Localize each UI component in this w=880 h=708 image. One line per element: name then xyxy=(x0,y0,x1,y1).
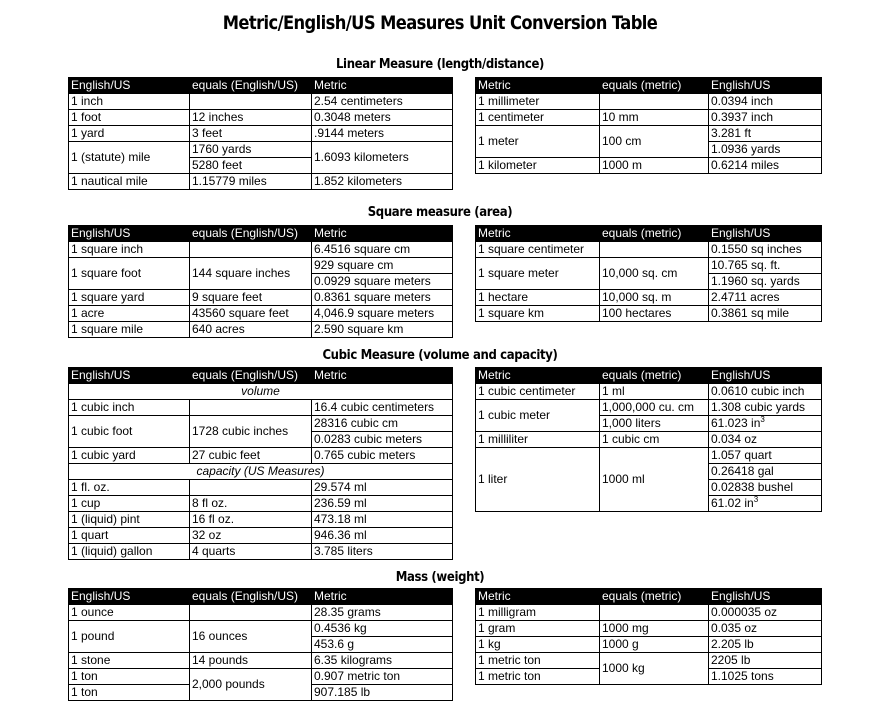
header-equals-english: equals (English/US) xyxy=(190,226,312,242)
cell: 1 square centimeter xyxy=(476,242,600,258)
cell: 10 mm xyxy=(600,110,709,126)
cell: 1 (liquid) gallon xyxy=(69,544,190,560)
table-row xyxy=(476,653,822,669)
capacity-subheader: capacity (US Measures) xyxy=(69,464,453,480)
table-row xyxy=(69,544,453,560)
table-row xyxy=(69,174,453,190)
cell: 1000 g xyxy=(600,637,709,653)
cell: 16.4 cubic centimeters xyxy=(312,400,453,416)
cell: 29.574 ml xyxy=(312,480,453,496)
cell: 1.1960 sq. yards xyxy=(709,274,822,290)
superscript-3: 3 xyxy=(753,495,759,504)
table-row xyxy=(69,448,453,464)
cell xyxy=(190,94,312,110)
table-row xyxy=(476,384,822,400)
mass-section-title: Mass (weight) xyxy=(395,570,485,585)
cell: 14 pounds xyxy=(190,653,312,669)
square-metric-table xyxy=(475,225,822,322)
table-header-row xyxy=(476,78,822,94)
cell: 1 foot xyxy=(69,110,190,126)
cell: 4,046.9 square meters xyxy=(312,306,453,322)
cubic-section-title: Cubic Measure (volume and capacity) xyxy=(322,348,558,363)
header-equals-english: equals (English/US) xyxy=(190,368,312,384)
cell: 27 cubic feet xyxy=(190,448,312,464)
cell: 1 cubic foot xyxy=(69,416,190,448)
table-row xyxy=(476,158,822,174)
cell: 1.852 kilometers xyxy=(312,174,453,190)
cell: 16 fl oz. xyxy=(190,512,312,528)
cubic-inches-value: 61.02 in xyxy=(711,496,754,510)
table-row xyxy=(69,400,453,416)
cell: 1 quart xyxy=(69,528,190,544)
cell: 1 (statute) mile xyxy=(69,142,190,174)
cell: 8 fl oz. xyxy=(190,496,312,512)
cell: 1 hectare xyxy=(476,290,600,306)
cell: 4 quarts xyxy=(190,544,312,560)
header-metric: Metric xyxy=(312,226,453,242)
cell xyxy=(600,605,709,621)
cell: 236.59 ml xyxy=(312,496,453,512)
cell: 946.36 ml xyxy=(312,528,453,544)
cell: 907.185 lb xyxy=(312,685,453,701)
header-equals-metric: equals (metric) xyxy=(600,368,709,384)
cell: 0.0929 square meters xyxy=(312,274,453,290)
volume-subheader: volume xyxy=(69,384,453,400)
table-header-row xyxy=(69,589,453,605)
cell: 2.54 centimeters xyxy=(312,94,453,110)
cell: 1.308 cubic yards xyxy=(709,400,822,416)
header-english: English/US xyxy=(709,78,822,94)
table-row xyxy=(69,653,453,669)
cell: 1 cubic inch xyxy=(69,400,190,416)
header-equals-metric: equals (metric) xyxy=(600,226,709,242)
cell: 12 inches xyxy=(190,110,312,126)
cell: 1728 cubic inches xyxy=(190,416,312,448)
cell: 0.26418 gal xyxy=(709,464,822,480)
cell: 1 kg xyxy=(476,637,600,653)
table-row xyxy=(69,290,453,306)
table-header-row xyxy=(476,589,822,605)
header-metric: Metric xyxy=(476,226,600,242)
header-english: English/US xyxy=(69,589,190,605)
cell: 0.034 oz xyxy=(709,432,822,448)
table-row xyxy=(69,322,453,338)
subheader-row xyxy=(69,464,453,480)
cell: 28.35 grams xyxy=(312,605,453,621)
cell: 1 millimeter xyxy=(476,94,600,110)
cell: 43560 square feet xyxy=(190,306,312,322)
table-row xyxy=(476,110,822,126)
cell xyxy=(190,480,312,496)
cell: 1,000,000 cu. cm xyxy=(600,400,709,416)
cell: 1 cubic centimeter xyxy=(476,384,600,400)
cell: 1.1025 tons xyxy=(709,669,822,685)
table-row xyxy=(476,258,822,274)
cell: 929 square cm xyxy=(312,258,453,274)
cell: 10,000 sq. cm xyxy=(600,258,709,290)
cell: 1 square inch xyxy=(69,242,190,258)
cell: 0.6214 miles xyxy=(709,158,822,174)
cell: 1 cubic cm xyxy=(600,432,709,448)
cell: 1 yard xyxy=(69,126,190,142)
cell: 1 ml xyxy=(600,384,709,400)
cell: 2.4711 acres xyxy=(709,290,822,306)
cell: .9144 meters xyxy=(312,126,453,142)
cell: 0.02838 bushel xyxy=(709,480,822,496)
cell: 1 ton xyxy=(69,685,190,701)
header-metric: Metric xyxy=(312,368,453,384)
header-metric: Metric xyxy=(312,78,453,94)
table-row xyxy=(69,242,453,258)
cell: 1 liter xyxy=(476,448,600,512)
table-row xyxy=(69,258,453,274)
cell: 1.057 quart xyxy=(709,448,822,464)
cell: 0.000035 oz xyxy=(709,605,822,621)
table-row xyxy=(476,126,822,142)
cell: 1 inch xyxy=(69,94,190,110)
cell: 1 square mile xyxy=(69,322,190,338)
table-row xyxy=(476,242,822,258)
cell xyxy=(190,242,312,258)
cell: 1000 m xyxy=(600,158,709,174)
table-row xyxy=(69,306,453,322)
cell: 0.3937 inch xyxy=(709,110,822,126)
cell: 0.0394 inch xyxy=(709,94,822,110)
table-row xyxy=(476,637,822,653)
cell: 1 metric ton xyxy=(476,669,600,685)
linear-english-table xyxy=(68,77,453,190)
cell: 5280 feet xyxy=(190,158,312,174)
cell: 1000 mg xyxy=(600,621,709,637)
cell: 1 square foot xyxy=(69,258,190,290)
cell: 1 fl. oz. xyxy=(69,480,190,496)
header-english: English/US xyxy=(709,226,822,242)
header-metric: Metric xyxy=(312,589,453,605)
cell: 1760 yards xyxy=(190,142,312,158)
cell: 10,000 sq. m xyxy=(600,290,709,306)
cell: 3.281 ft xyxy=(709,126,822,142)
cell: 0.0610 cubic inch xyxy=(709,384,822,400)
header-equals-metric: equals (metric) xyxy=(600,589,709,605)
cell: 144 square inches xyxy=(190,258,312,290)
cell: 1 (liquid) pint xyxy=(69,512,190,528)
cell: 0.3861 sq mile xyxy=(709,306,822,322)
cell: 0.4536 kg xyxy=(312,621,453,637)
cell: 100 cm xyxy=(600,126,709,158)
cell: 1.6093 kilometers xyxy=(312,142,453,174)
table-row xyxy=(476,400,822,416)
superscript-3: 3 xyxy=(760,415,765,424)
cell: 1 square yard xyxy=(69,290,190,306)
cell: 0.1550 sq inches xyxy=(709,242,822,258)
cell: 1 milligram xyxy=(476,605,600,621)
header-equals-metric: equals (metric) xyxy=(600,78,709,94)
cell: 0.8361 square meters xyxy=(312,290,453,306)
cell: 473.18 ml xyxy=(312,512,453,528)
table-row xyxy=(69,110,453,126)
cell: 1 pound xyxy=(69,621,190,653)
cell: 1000 kg xyxy=(600,653,709,685)
subheader-row xyxy=(69,384,453,400)
cell: 0.765 cubic meters xyxy=(312,448,453,464)
cell: 0.907 metric ton xyxy=(312,669,453,685)
cell: 1 stone xyxy=(69,653,190,669)
cell: 28316 cubic cm xyxy=(312,416,453,432)
cell: 0.035 oz xyxy=(709,621,822,637)
header-english: English/US xyxy=(69,368,190,384)
cell: 453.6 g xyxy=(312,637,453,653)
cell: 1 ton xyxy=(69,669,190,685)
table-row xyxy=(476,290,822,306)
table-header-row xyxy=(69,226,453,242)
table-header-row xyxy=(69,78,453,94)
cubic-inches-value: 61.023 in xyxy=(711,416,761,430)
cell: 1 milliliter xyxy=(476,432,600,448)
header-equals-english: equals (English/US) xyxy=(190,589,312,605)
cell xyxy=(709,496,822,512)
cell: 1 square meter xyxy=(476,258,600,290)
header-metric: Metric xyxy=(476,78,600,94)
cell: 1 nautical mile xyxy=(69,174,190,190)
cell: 1 acre xyxy=(69,306,190,322)
cell: 1 meter xyxy=(476,126,600,158)
cell: 2205 lb xyxy=(709,653,822,669)
table-row xyxy=(476,621,822,637)
table-row xyxy=(476,432,822,448)
table-row xyxy=(69,512,453,528)
table-row xyxy=(476,306,822,322)
header-english: English/US xyxy=(709,368,822,384)
cell xyxy=(709,416,822,432)
table-row xyxy=(69,480,453,496)
header-english: English/US xyxy=(709,589,822,605)
cell: 100 hectares xyxy=(600,306,709,322)
cell: 9 square feet xyxy=(190,290,312,306)
table-row xyxy=(69,126,453,142)
cell xyxy=(190,605,312,621)
cell: 1 cubic yard xyxy=(69,448,190,464)
cell: 0.3048 meters xyxy=(312,110,453,126)
cell: 6.35 kilograms xyxy=(312,653,453,669)
cell: 1 kilometer xyxy=(476,158,600,174)
header-metric: Metric xyxy=(476,368,600,384)
table-row xyxy=(476,448,822,464)
cell: 0.0283 cubic meters xyxy=(312,432,453,448)
header-english: English/US xyxy=(69,226,190,242)
cell: 2,000 pounds xyxy=(190,669,312,701)
table-row xyxy=(69,669,453,685)
table-row xyxy=(476,605,822,621)
cell: 16 ounces xyxy=(190,621,312,653)
table-row xyxy=(69,496,453,512)
square-english-table xyxy=(68,225,453,338)
cell: 640 acres xyxy=(190,322,312,338)
linear-metric-table xyxy=(475,77,822,174)
square-section-title: Square measure (area) xyxy=(367,205,513,220)
cell: 3 feet xyxy=(190,126,312,142)
table-header-row xyxy=(476,226,822,242)
header-equals-english: equals (English/US) xyxy=(190,78,312,94)
cubic-english-table xyxy=(68,367,453,560)
cell: 1.15779 miles xyxy=(190,174,312,190)
table-header-row xyxy=(69,368,453,384)
cell: 3.785 liters xyxy=(312,544,453,560)
table-header-row xyxy=(476,368,822,384)
cell xyxy=(190,400,312,416)
cell xyxy=(600,94,709,110)
cell: 6.4516 square cm xyxy=(312,242,453,258)
table-row xyxy=(69,528,453,544)
cell: 1 square km xyxy=(476,306,600,322)
cell: 1 ounce xyxy=(69,605,190,621)
cell: 1,000 liters xyxy=(600,416,709,432)
cell: 2.205 lb xyxy=(709,637,822,653)
table-row xyxy=(69,94,453,110)
cell: 1 metric ton xyxy=(476,653,600,669)
cell: 1000 ml xyxy=(600,448,709,512)
header-english: English/US xyxy=(69,78,190,94)
cell: 1 cup xyxy=(69,496,190,512)
cell xyxy=(600,242,709,258)
page-title: Metric/English/US Measures Unit Conversion Table xyxy=(222,12,658,34)
table-row xyxy=(476,94,822,110)
table-row xyxy=(69,621,453,637)
cubic-metric-table xyxy=(475,367,822,512)
table-row xyxy=(69,416,453,432)
table-row xyxy=(69,605,453,621)
cell: 10.765 sq. ft. xyxy=(709,258,822,274)
cell: 32 oz xyxy=(190,528,312,544)
mass-metric-table xyxy=(475,588,822,685)
table-row xyxy=(69,142,453,158)
cell: 2.590 square km xyxy=(312,322,453,338)
cell: 1 gram xyxy=(476,621,600,637)
cell: 1.0936 yards xyxy=(709,142,822,158)
cell: 1 cubic meter xyxy=(476,400,600,432)
cell: 1 centimeter xyxy=(476,110,600,126)
mass-english-table xyxy=(68,588,453,701)
header-metric: Metric xyxy=(476,589,600,605)
linear-section-title: Linear Measure (length/distance) xyxy=(335,57,545,72)
